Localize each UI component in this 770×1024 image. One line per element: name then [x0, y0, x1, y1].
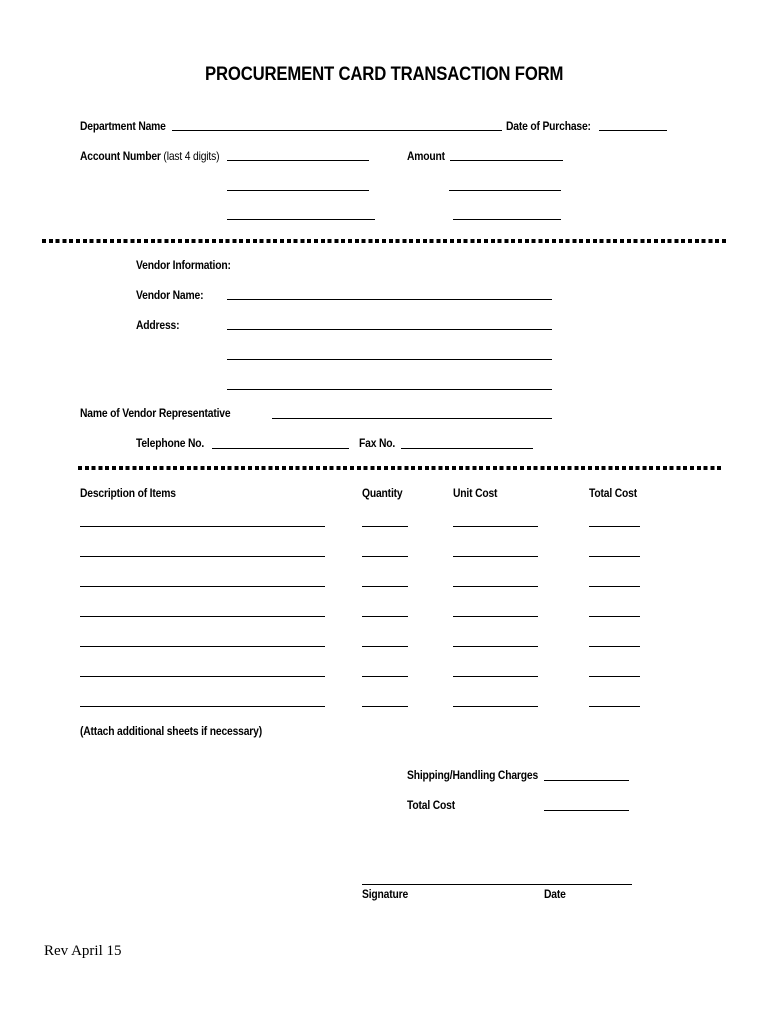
- vendor-information-label: Vendor Information:: [136, 258, 231, 272]
- address-field-1[interactable]: [227, 329, 552, 330]
- item-description-field[interactable]: [80, 616, 325, 617]
- account-number-label-text: Account Number: [80, 149, 161, 163]
- date-of-purchase-label: Date of Purchase:: [506, 119, 591, 133]
- account-number-field-3[interactable]: [227, 219, 375, 220]
- address-field-2[interactable]: [227, 359, 552, 360]
- item-total-cost-field[interactable]: [589, 616, 640, 617]
- telephone-field[interactable]: [212, 448, 349, 449]
- total-cost-label: Total Cost: [407, 798, 455, 812]
- date-of-purchase-field[interactable]: [599, 130, 667, 131]
- revision-label: Rev April 15: [44, 943, 122, 959]
- account-number-label: [80, 149, 219, 163]
- amount-field-3[interactable]: [453, 219, 561, 220]
- item-description-field[interactable]: [80, 646, 325, 647]
- item-quantity-field[interactable]: [362, 676, 408, 677]
- item-total-cost-field[interactable]: [589, 706, 640, 707]
- signature-field[interactable]: [362, 884, 632, 885]
- signature-label: Signature: [362, 887, 409, 901]
- page-title: PROCUREMENT CARD TRANSACTION FORM: [205, 64, 564, 85]
- fax-label: Fax No.: [359, 436, 396, 450]
- signature-date-label: Date: [544, 887, 566, 901]
- vendor-representative-field[interactable]: [272, 418, 552, 419]
- section-divider-2: [78, 466, 724, 470]
- item-quantity-field[interactable]: [362, 706, 408, 707]
- description-header: Description of Items: [80, 486, 176, 500]
- shipping-handling-field[interactable]: [544, 780, 629, 781]
- amount-label: Amount: [407, 149, 445, 163]
- additional-sheets-note: (Attach additional sheets if necessary): [80, 724, 262, 738]
- department-name-label: Department Name: [80, 119, 166, 133]
- fax-field[interactable]: [401, 448, 533, 449]
- item-total-cost-field[interactable]: [589, 556, 640, 557]
- unit-cost-header: Unit Cost: [453, 486, 498, 500]
- item-unit-cost-field[interactable]: [453, 646, 538, 647]
- shipping-handling-label: Shipping/Handling Charges: [407, 768, 539, 782]
- item-description-field[interactable]: [80, 586, 325, 587]
- item-unit-cost-field[interactable]: [453, 616, 538, 617]
- vendor-name-field[interactable]: [227, 299, 552, 300]
- item-unit-cost-field[interactable]: [453, 586, 538, 587]
- item-description-field[interactable]: [80, 556, 325, 557]
- section-divider-1: [42, 239, 728, 243]
- amount-field-1[interactable]: [450, 160, 563, 161]
- item-description-field[interactable]: [80, 526, 325, 527]
- item-unit-cost-field[interactable]: [453, 676, 538, 677]
- account-number-field-1[interactable]: [227, 160, 369, 161]
- address-label: Address:: [136, 318, 180, 332]
- item-quantity-field[interactable]: [362, 646, 408, 647]
- item-total-cost-field[interactable]: [589, 676, 640, 677]
- amount-field-2[interactable]: [449, 190, 561, 191]
- address-field-3[interactable]: [227, 389, 552, 390]
- item-unit-cost-field[interactable]: [453, 556, 538, 557]
- quantity-header: Quantity: [362, 486, 403, 500]
- item-unit-cost-field[interactable]: [453, 526, 538, 527]
- total-cost-field[interactable]: [544, 810, 629, 811]
- account-number-hint: (last 4 digits): [163, 149, 220, 163]
- item-quantity-field[interactable]: [362, 586, 408, 587]
- item-unit-cost-field[interactable]: [453, 706, 538, 707]
- vendor-name-label: Vendor Name:: [136, 288, 204, 302]
- item-total-cost-field[interactable]: [589, 586, 640, 587]
- item-total-cost-field[interactable]: [589, 646, 640, 647]
- item-total-cost-field[interactable]: [589, 526, 640, 527]
- item-quantity-field[interactable]: [362, 556, 408, 557]
- vendor-representative-label: Name of Vendor Representative: [80, 406, 231, 420]
- item-quantity-field[interactable]: [362, 526, 408, 527]
- department-name-field[interactable]: [172, 130, 502, 131]
- telephone-label: Telephone No.: [136, 436, 205, 450]
- item-quantity-field[interactable]: [362, 616, 408, 617]
- total-cost-header: Total Cost: [589, 486, 637, 500]
- item-description-field[interactable]: [80, 706, 325, 707]
- item-description-field[interactable]: [80, 676, 325, 677]
- account-number-field-2[interactable]: [227, 190, 369, 191]
